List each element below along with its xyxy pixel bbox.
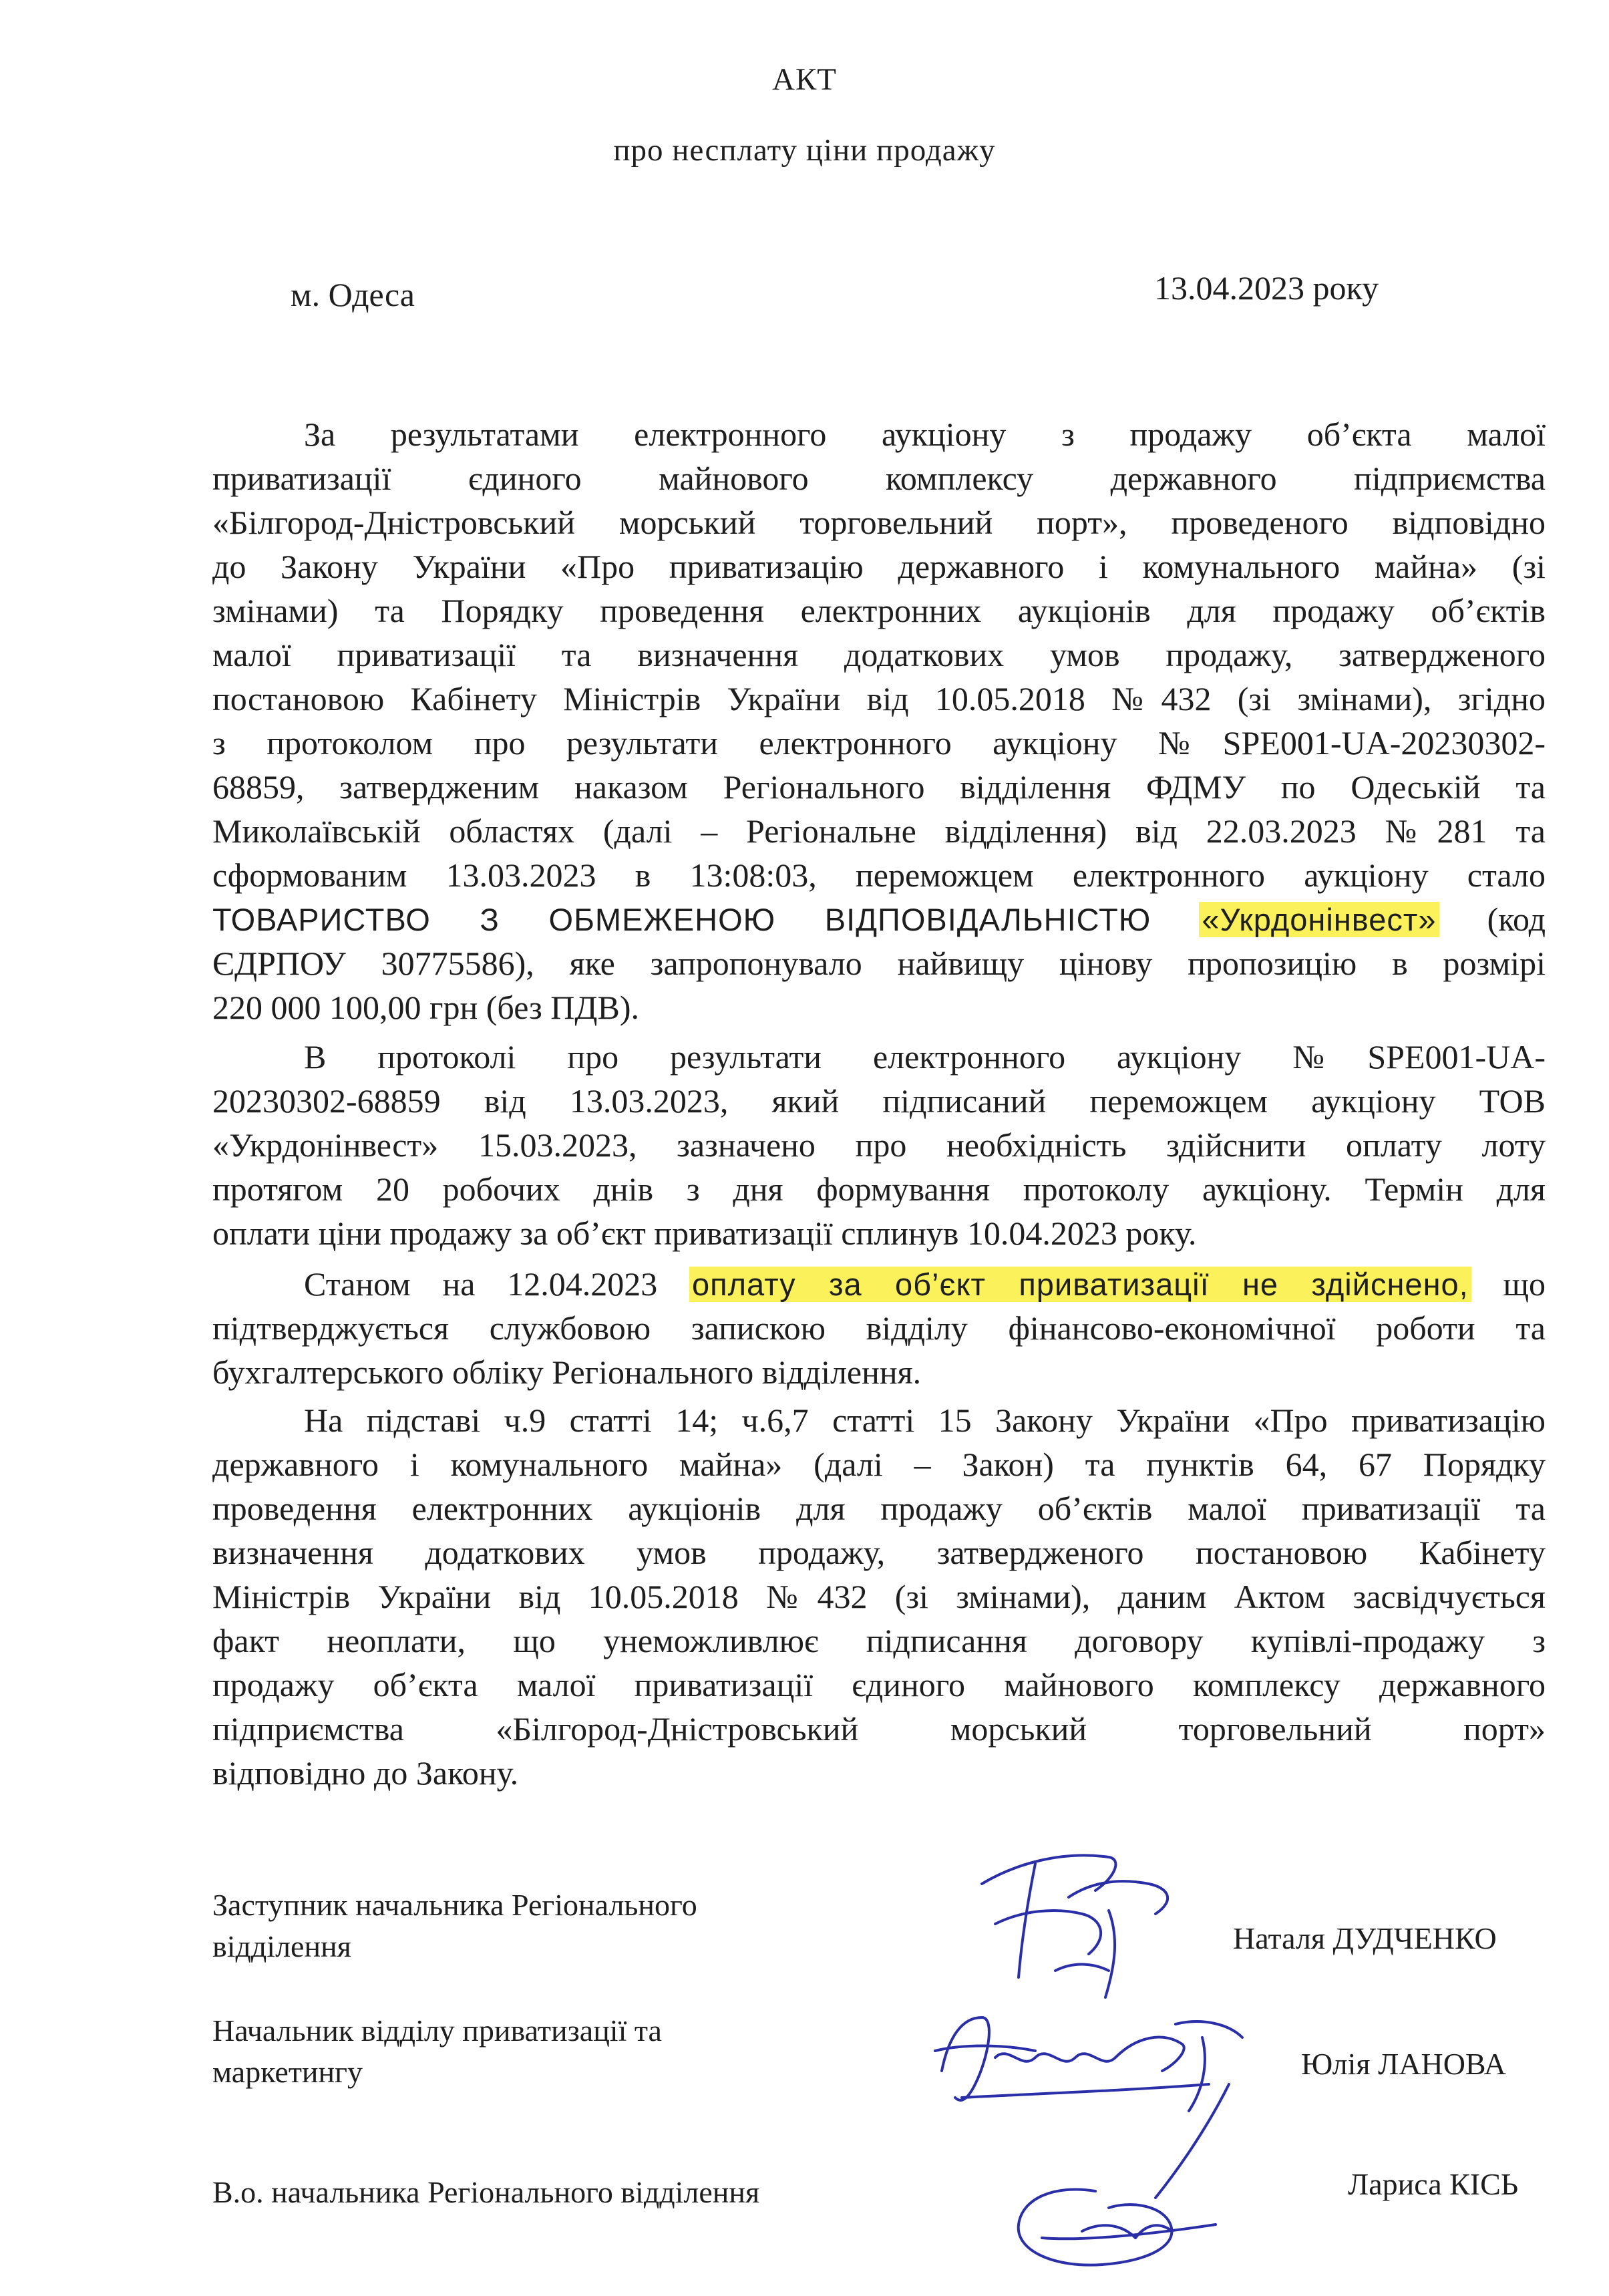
paragraph-line: підприємства «Білгород-Дністровський морський торговельний порт» (212, 1710, 1546, 1748)
paragraph-line: державного і комунального майна» (далі – Закон) та пунктів 64, 67 Порядку (212, 1446, 1546, 1483)
paragraph-line: В протоколі про результати електронного аукціону №SPE001-UA- (304, 1038, 1546, 1076)
handwritten-signature-dudchenko (955, 1837, 1196, 2017)
paragraph-line: На підставі ч.9 статті 14; ч.6,7 статті 15 Закону України «Про приватизацію (304, 1402, 1546, 1439)
status-tail: що (1503, 1265, 1546, 1303)
paragraph-line: «Білгород-Дністровський морський торговельний порт», проведеного відповідно (212, 504, 1546, 541)
highlighted-company-name: «Укрдонінвест» (1199, 902, 1439, 937)
document-place: м. Одеса (291, 276, 415, 313)
paragraph-line: до Закону України «Про приватизацію державного і комунального майна» (зі (212, 548, 1546, 585)
paragraph-line-status (304, 1263, 1546, 1306)
paragraph-line: проведення електронних аукціонів для продажу об’єктів малої приватизації та (212, 1490, 1546, 1527)
company-type: ТОВАРИСТВО З ОБМЕЖЕНОЮ ВІДПОВІДАЛЬНІСТЮ (212, 902, 1151, 937)
highlighted-payment-status: оплату за об’єкт приватизації не здійснено, (689, 1267, 1471, 1302)
paragraph-line: продажу об’єкта малої приватизації єдиного майнового комплексу державного (212, 1666, 1546, 1703)
paragraph-line: Міністрів України від 10.05.2018 №432 (зі змінами), даним Актом засвідчується (212, 1578, 1546, 1615)
signatory-position: В.о. начальника Регіонального відділення (212, 2175, 760, 2209)
document-subtitle: про несплату ціни продажу (613, 133, 996, 168)
handwritten-signature-kis (1002, 2071, 1256, 2285)
paragraph-line: «Укрдонінвест» 15.03.2023, зазначено про необхідність здійснити оплату лоту (212, 1126, 1546, 1164)
paragraph-line: 20230302-68859 від 13.03.2023, який підписаний переможцем аукціону ТОВ (212, 1082, 1546, 1120)
paragraph-line: малої приватизації та визначення додаткових умов продажу, затвердженого (212, 636, 1546, 673)
paragraph-line: 68859, затвердженим наказом Регіонального відділення ФДМУ по Одеській та (212, 768, 1546, 806)
document-date: 13.04.2023 року (1154, 269, 1379, 307)
paragraph-line: підтверджується службовою запискою відділу фінансово-економічної роботи та (212, 1309, 1546, 1347)
paragraph-line: протягом 20 робочих днів з дня формування протоколу аукціону. Термін для (212, 1170, 1546, 1208)
signatory-name: Наталя ДУДЧЕНКО (1233, 1921, 1497, 1955)
paragraph-line: бухгалтерського обліку Регіонального відділення. (212, 1353, 922, 1391)
paragraph-line: відповідно до Закону. (212, 1754, 519, 1792)
signatory-position: маркетингу (212, 2055, 363, 2089)
paragraph-line: з протоколом про результати електронного аукціону №SPE001-UA-20230302- (212, 724, 1546, 762)
signatory-position: відділення (212, 1929, 351, 1963)
paragraph-line: визначення додаткових умов продажу, затвердженого постановою Кабінету (212, 1534, 1546, 1571)
paragraph-line-company (212, 898, 1546, 941)
signatory-name: Юлія ЛАНОВА (1301, 2047, 1506, 2081)
paragraph-line: ЄДРПОУ 30775586), яке запропонувало найвищу цінову пропозицію в розмірі (212, 945, 1546, 982)
signatory-position: Начальник відділу приватизації та (212, 2013, 662, 2047)
signatory-name: Лариса КІСЬ (1348, 2167, 1519, 2201)
paragraph-line: змінами) та Порядку проведення електронних аукціонів для продажу об’єктів (212, 592, 1546, 629)
paragraph-line: сформованим 13.03.2023 в 13:08:03, переможцем електронного аукціону стало (212, 856, 1546, 894)
paragraph-line: За результатами електронного аукціону з продажу об’єкта малої (304, 416, 1546, 453)
paragraph-line: Миколаївській областях (далі – Регіональне відділення) від 22.03.2023 №281 та (212, 812, 1546, 850)
paragraph-line: постановою Кабінету Міністрів України від 10.05.2018 №432 (зі змінами), згідно (212, 680, 1546, 717)
signatory-position: Заступник начальника Регіонального (212, 1888, 697, 1922)
status-date: Станом на 12.04.2023 (304, 1265, 658, 1303)
paragraph-line: оплати ціни продажу за об’єкт приватизації сплинув 10.04.2023 року. (212, 1214, 1197, 1252)
paragraph-line: 220 000 100,00 грн (без ПДВ). (212, 989, 639, 1026)
paragraph-line: факт неоплати, що унеможливлює підписання договору купівлі-продажу з (212, 1622, 1546, 1659)
paragraph-line: приватизації єдиного майнового комплексу державного підприємства (212, 460, 1546, 497)
code-label: (код (1487, 900, 1546, 938)
document-title: АКТ (772, 62, 837, 97)
